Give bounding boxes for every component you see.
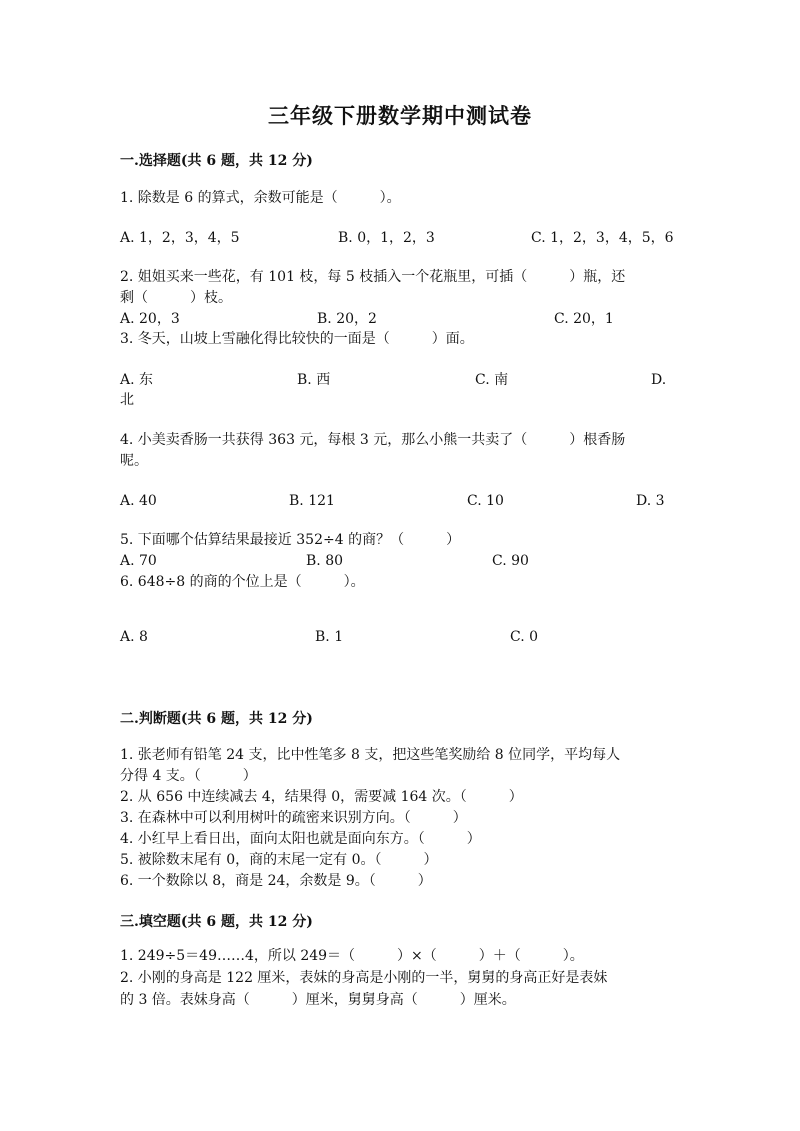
question-text: 1. 除数是 6 的算式，余数可能是（ ）。 [120, 190, 401, 206]
statement-text: 5. 被除数末尾有 0，商的末尾一定有 0。（ ） [120, 852, 438, 868]
option-a: A. 70 [120, 553, 157, 569]
option-c: C. 10 [467, 493, 504, 509]
option-a: A. 1，2，3，4，5 [120, 230, 240, 246]
fill-in-text: 1. 249÷5＝49……4，所以 249＝（ ）×（ ）＋（ ）。 [120, 948, 584, 964]
option-b: B. 20，2 [317, 311, 377, 327]
option-b: B. 0，1，2，3 [338, 230, 435, 246]
option-b: B. 121 [289, 493, 335, 509]
question-text-continued: 呢。 [120, 453, 148, 469]
option-d-continued: 北 [120, 392, 134, 408]
statement-text: 3. 在森林中可以利用树叶的疏密来识别方向。（ ） [120, 810, 467, 826]
question-text: 5. 下面哪个估算结果最接近 352÷4 的商？（ ） [120, 532, 461, 548]
question-text-continued: 剩（ ）枝。 [120, 290, 232, 306]
question-text: 3. 冬天，山坡上雪融化得比较快的一面是（ ）面。 [120, 331, 474, 347]
question-text: 4. 小美卖香肠一共获得 363 元，每根 3 元，那么小熊一共卖了（ ）根香肠 [120, 432, 626, 448]
statement-text: 6. 一个数除以 8，商是 24，余数是 9。（ ） [120, 873, 432, 889]
statement-text: 4. 小红早上看日出，面向太阳也就是面向东方。（ ） [120, 831, 481, 847]
option-d: D. [651, 372, 667, 388]
question-text: 6. 648÷8 的商的个位上是（ ）。 [120, 574, 365, 590]
option-b: B. 80 [306, 553, 344, 569]
section-heading-fill-in: 三.填空题(共 6 题，共 12 分) [120, 914, 313, 930]
question-text: 2. 姐姐买来一些花，有 101 枝，每 5 枝插入一个花瓶里，可插（ ）瓶，还 [120, 269, 626, 285]
option-b: B. 1 [315, 629, 344, 645]
option-c: C. 1，2，3，4，5，6 [531, 230, 674, 246]
fill-in-text: 2. 小刚的身高是 122 厘米，表妹的身高是小刚的一半，舅舅的身高正好是表妹 [120, 970, 608, 986]
statement-text: 2. 从 656 中连续减去 4，结果得 0，需要减 164 次。（ ） [120, 789, 523, 805]
page-title: 三年级下册数学期中测试卷 [268, 103, 532, 128]
section-heading-choice: 一.选择题(共 6 题，共 12 分) [120, 153, 313, 169]
fill-in-text-continued: 的 3 倍。表妹身高（ ）厘米，舅舅身高（ ）厘米。 [120, 992, 516, 1008]
option-b: B. 西 [297, 372, 331, 388]
section-heading-judgement: 二.判断题(共 6 题，共 12 分) [120, 711, 313, 727]
statement-text: 1. 张老师有铅笔 24 支，比中性笔多 8 支，把这些笔奖励给 8 位同学，平均每人 [120, 747, 621, 763]
option-d: D. 3 [636, 493, 665, 509]
option-a: A. 东 [120, 372, 154, 388]
option-c: C. 90 [492, 553, 529, 569]
option-a: A. 40 [120, 493, 157, 509]
option-c: C. 20，1 [554, 311, 614, 327]
statement-text-continued: 分得 4 支。（ ） [120, 768, 257, 784]
option-a: A. 20，3 [120, 311, 180, 327]
option-a: A. 8 [120, 629, 148, 645]
option-c: C. 0 [510, 629, 539, 645]
option-c: C. 南 [475, 372, 509, 388]
